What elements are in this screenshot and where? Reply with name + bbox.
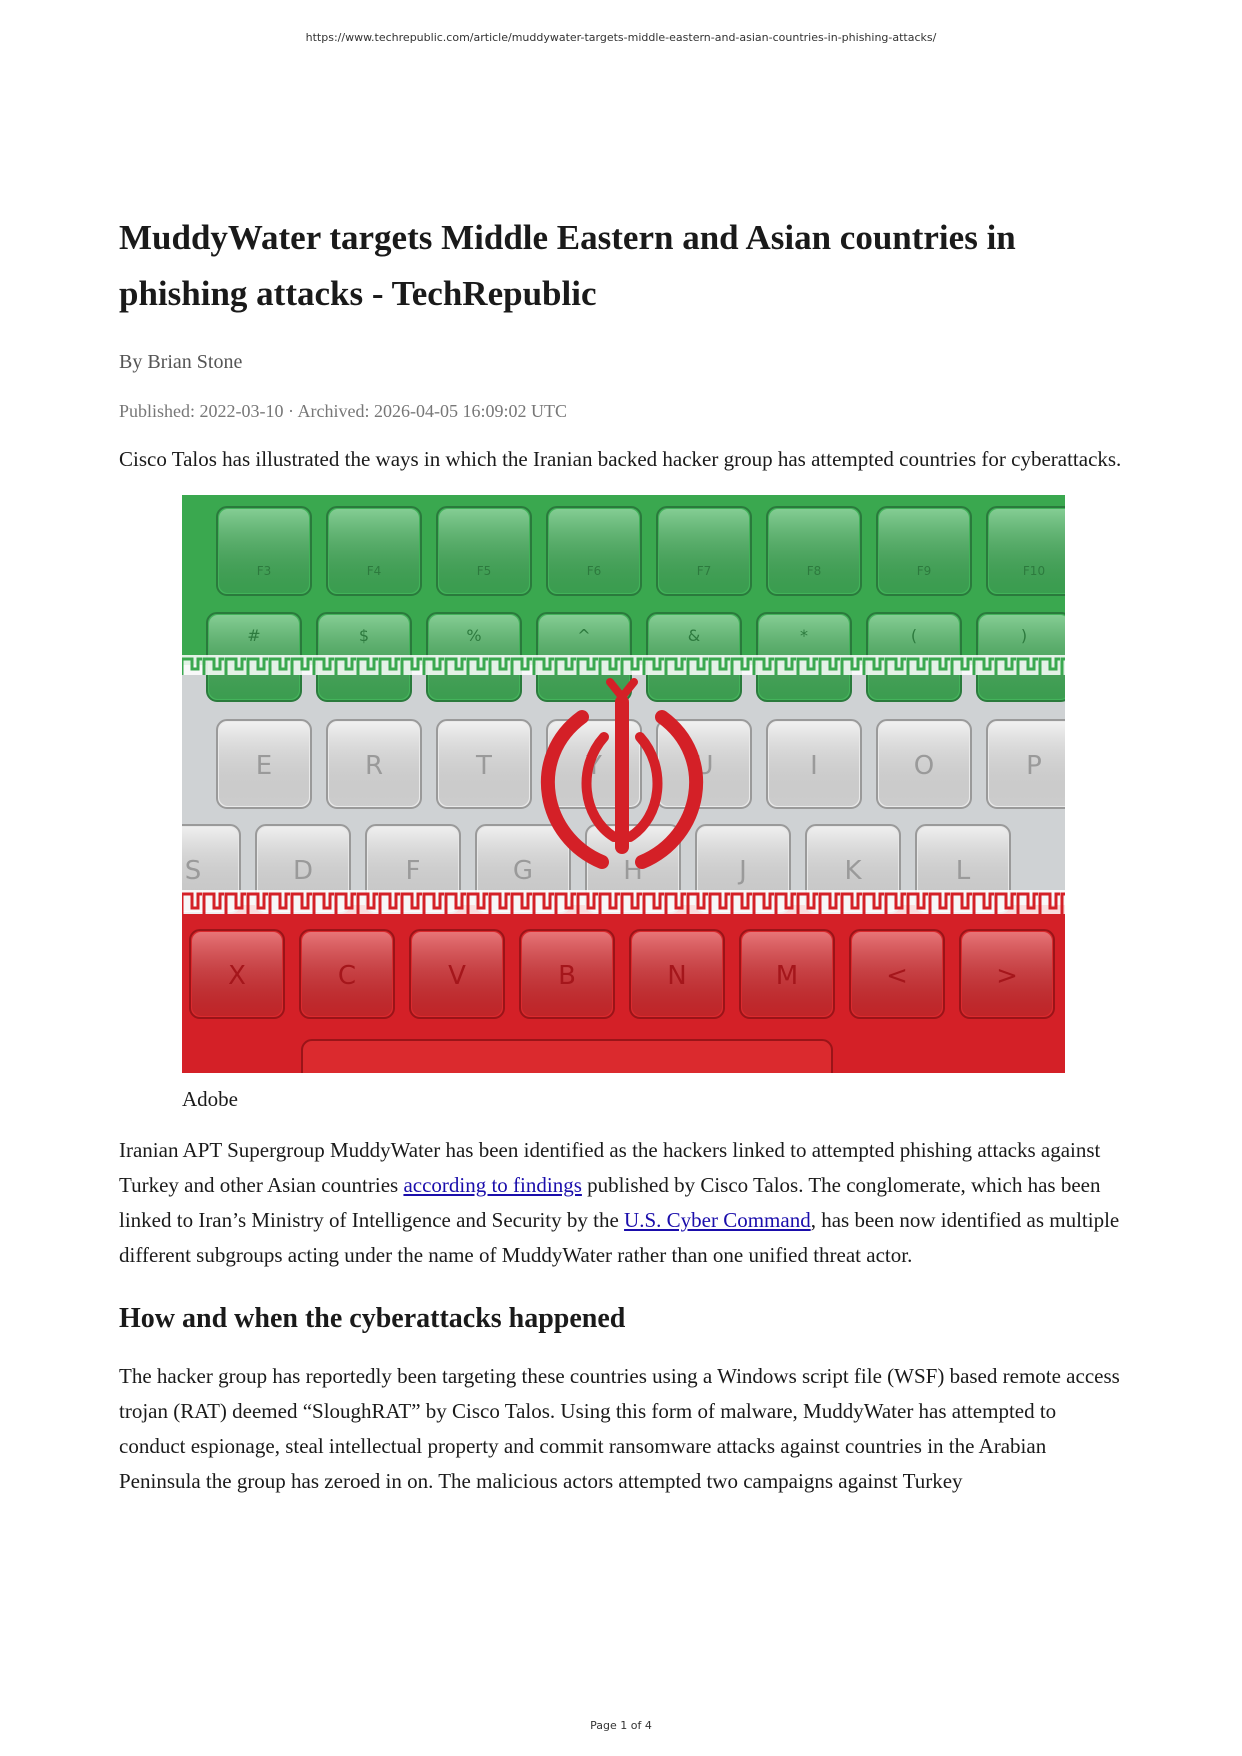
key-label: V xyxy=(448,961,466,991)
figure-caption: Adobe xyxy=(182,1087,238,1111)
para1-text-3: , has been now identified as multiple different subgroups acting under the name of MuddyWater rather than one unified threat actor. xyxy=(119,1208,1120,1267)
page-number: Page 1 of 4 xyxy=(590,1719,652,1732)
key-label: # xyxy=(247,626,261,645)
space-bar-key xyxy=(302,1040,832,1073)
key-label: X xyxy=(228,961,246,991)
keyboard-key xyxy=(520,930,614,1018)
section-heading: How and when the cyberattacks happened xyxy=(119,1303,626,1334)
para1-text-1: Iranian APT Supergroup MuddyWater has been identified as the hackers linked to attempted phishing attacks against Turkey and other Asian countries xyxy=(119,1138,1101,1197)
key-label: & xyxy=(687,626,701,645)
key-label: K xyxy=(844,856,862,886)
keyboard-key xyxy=(217,720,311,808)
key-label: % xyxy=(466,626,482,645)
keyboard-key xyxy=(850,930,944,1018)
key-label: F8 xyxy=(806,564,822,578)
keyboard-key xyxy=(437,720,531,808)
key-label: * xyxy=(800,626,808,645)
key-label: U xyxy=(694,751,714,781)
keyboard-key xyxy=(657,507,751,595)
key-label: R xyxy=(364,751,384,781)
keyboard-key xyxy=(327,720,421,808)
keyboard-key xyxy=(877,507,971,595)
keyboard-key xyxy=(547,507,641,595)
key-label: F9 xyxy=(916,564,932,578)
key-label: $ xyxy=(358,626,370,645)
key-label: M xyxy=(775,961,799,991)
iran-flag-keyboard-image xyxy=(182,495,1065,1073)
keyboard-key xyxy=(437,507,531,595)
keyboard-key xyxy=(410,930,504,1018)
source-url: https://www.techrepublic.com/article/muddywater-targets-middle-eastern-and-asian-countries-in-phishing-attacks/ xyxy=(305,31,937,44)
paragraph-2: The hacker group has reportedly been targeting these countries using a Windows script file (WSF) based remote access trojan (RAT) deemed “SloughRAT” by Cisco Talos. Using this form of malware, MuddyWater has attempted to conduct espionage, steal intellectual property and commit ransomware attacks against countries in the Arabian Peninsula the group has zeroed in on. The malicious actors attempted two campaigns against Turkey xyxy=(119,1364,1120,1493)
key-label: P xyxy=(1026,751,1042,781)
key-label: ^ xyxy=(577,626,591,645)
keyboard-key xyxy=(190,930,284,1018)
hero-figure xyxy=(182,495,1065,1113)
keyboard-key xyxy=(740,930,834,1018)
key-label: Y xyxy=(586,751,602,781)
key-label: E xyxy=(255,751,273,781)
key-label: F4 xyxy=(366,564,382,578)
key-label: G xyxy=(512,856,534,886)
article xyxy=(119,210,1124,1499)
key-label: ( xyxy=(910,626,918,645)
keyboard-key xyxy=(877,720,971,808)
article-title: MuddyWater targets Middle Eastern and Asian countries in phishing attacks - TechRepublic xyxy=(119,218,1016,313)
keyboard-key xyxy=(217,507,311,595)
kufic-stripe-top xyxy=(182,655,1065,675)
key-label: F7 xyxy=(696,564,712,578)
keyboard-key xyxy=(630,930,724,1018)
keyboard-key xyxy=(767,507,861,595)
keyboard-key xyxy=(767,720,861,808)
key-label: T xyxy=(476,751,492,781)
key-label: F3 xyxy=(256,564,272,578)
key-label: F10 xyxy=(1022,564,1046,578)
publish-meta: Published: 2022-03-10 · Archived: 2026-04-05 16:09:02 UTC xyxy=(119,401,567,421)
keyboard-key xyxy=(987,720,1065,808)
key-label: H xyxy=(623,856,643,886)
key-label: C xyxy=(337,961,357,991)
kufic-stripe-bottom xyxy=(182,890,1065,914)
key-label: F5 xyxy=(476,564,492,578)
key-label: ) xyxy=(1020,626,1028,645)
paragraph-1 xyxy=(119,1133,1124,1273)
key-label: S xyxy=(184,856,202,886)
key-label: F xyxy=(405,856,421,886)
key-label: O xyxy=(913,751,935,781)
para1-text-2: published by Cisco Talos. The conglomerate, which has been linked to Iran’s Ministry of Intelligence and Security by the xyxy=(119,1173,1101,1232)
byline: By Brian Stone xyxy=(119,351,243,373)
key-label: L xyxy=(955,856,971,886)
keyboard-key xyxy=(987,507,1065,595)
keyboard-key xyxy=(300,930,394,1018)
according-to-findings-link[interactable]: according to findings xyxy=(403,1173,582,1197)
key-label: B xyxy=(558,961,576,991)
key-label: I xyxy=(810,751,818,781)
key-label: N xyxy=(667,961,687,991)
key-label: D xyxy=(292,856,314,886)
keyboard-key xyxy=(960,930,1054,1018)
key-label: F6 xyxy=(586,564,602,578)
key-label: J xyxy=(739,856,747,886)
lede: Cisco Talos has illustrated the ways in which the Iranian backed hacker group has attempted countries for cyberattacks. xyxy=(119,447,1122,471)
key-label: > xyxy=(996,961,1018,991)
us-cyber-command-link[interactable]: U.S. Cyber Command xyxy=(624,1208,811,1232)
key-label: < xyxy=(886,961,908,991)
keyboard-key xyxy=(327,507,421,595)
